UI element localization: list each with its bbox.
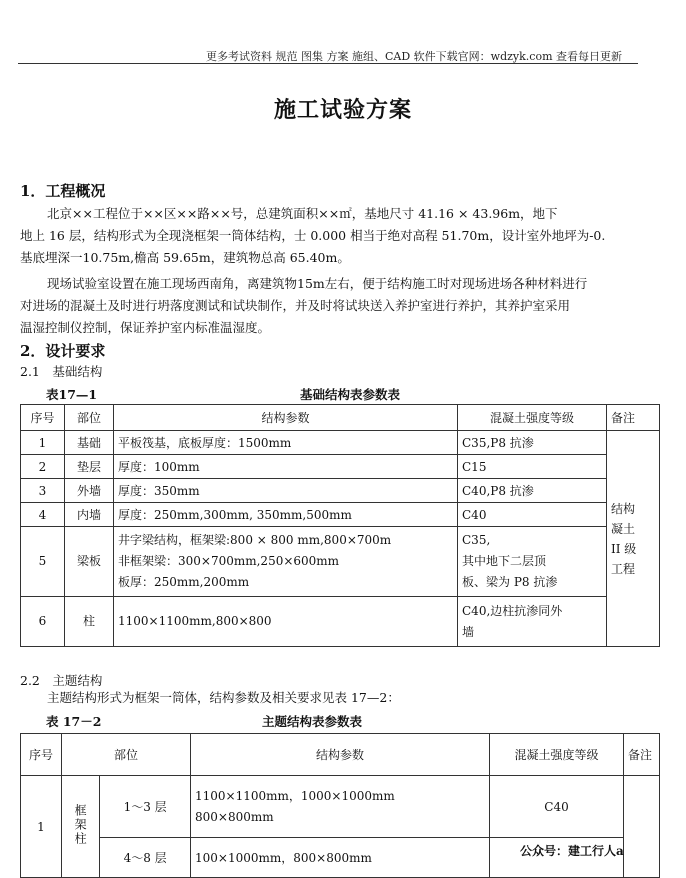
section1-heading: 1．工程概况 xyxy=(20,182,106,200)
table1-cell-grade xyxy=(458,597,607,647)
remark-line: 工程 xyxy=(611,561,636,576)
section1-para1-line1: 北京××工程位于××区××路××号，总建筑面积××㎡，基地尺寸 41.16 × 43.96m，地下 xyxy=(47,206,558,221)
table1-cell-params: 1100×1100mm,800×800 xyxy=(114,597,458,647)
section1-para1-line3: 基底埋深一10.75m,檐高 59.65m，建筑物总高 65.40m。 xyxy=(20,250,350,265)
table1-header-row xyxy=(21,405,660,431)
params-line: 井字梁结构，框架梁:800 × 800 mm,800×700m xyxy=(118,533,392,547)
table1-cell-grade: C40 xyxy=(458,503,607,527)
table1-header-no: 序号 xyxy=(21,405,65,431)
params-line: 1100×1100mm，1000×1000mm xyxy=(195,788,395,803)
remark-line: 凝土 xyxy=(611,521,636,536)
section1-para2-line3: 温湿控制仪控制，保证养护室内标准温湿度。 xyxy=(20,320,271,335)
table1-cell-params xyxy=(114,527,458,597)
page-header xyxy=(0,0,638,64)
section2-sub2: 2.2 主题结构 xyxy=(20,673,103,688)
header-rule xyxy=(18,63,638,64)
table2-cell-part xyxy=(62,776,100,878)
table1-caption: 基础结构表参数表 xyxy=(300,387,401,402)
table2-cell-grade: C40 xyxy=(490,776,624,838)
table1-cell-no: 2 xyxy=(21,455,65,479)
section2-sub1: 2.1 基础结构 xyxy=(20,364,103,379)
document-title: 施工试验方案 xyxy=(273,97,412,123)
table2-header-remark: 备注 xyxy=(624,734,660,776)
table-row xyxy=(21,431,660,455)
table1-label: 表17—1 xyxy=(46,387,98,402)
table2-part-label: 框架柱 xyxy=(73,804,88,846)
table1-cell-part: 梁板 xyxy=(65,527,114,597)
table1-cell-grade xyxy=(458,527,607,597)
table2-cell-floors: 4～8 层 xyxy=(100,838,191,878)
table1-cell-grade: C15 xyxy=(458,455,607,479)
table1-cell-no: 1 xyxy=(21,431,65,455)
table1-cell-no: 4 xyxy=(21,503,65,527)
table2-cell-params xyxy=(191,776,490,838)
table1 xyxy=(20,404,660,647)
table2-header-params: 结构参数 xyxy=(191,734,490,776)
params-line: 800×800mm xyxy=(195,809,274,824)
section2-heading: 2．设计要求 xyxy=(20,342,106,360)
table1-cell-params: 厚度：100mm xyxy=(114,455,458,479)
grade-line: 其中地下二层顶 xyxy=(462,554,547,568)
grade-line: C35, xyxy=(462,533,491,547)
table-row xyxy=(21,455,660,479)
table-row xyxy=(21,776,660,838)
table1-cell-grade: C35,P8 抗渗 xyxy=(458,431,607,455)
table1-cell-part: 外墙 xyxy=(65,479,114,503)
table2-cell-params: 100×1000mm，800×800mm xyxy=(191,838,490,878)
params-line: 板厚：250mm,200mm xyxy=(118,575,250,589)
table2-header-grade: 混凝土强度等级 xyxy=(490,734,624,776)
table1-header-part: 部位 xyxy=(65,405,114,431)
remark-line: II 级 xyxy=(611,541,637,556)
table-row xyxy=(21,503,660,527)
table1-header-params: 结构参数 xyxy=(114,405,458,431)
table2-header-row xyxy=(21,734,660,776)
table1-cell-params: 平板筏基，底板厚度：1500mm xyxy=(114,431,458,455)
table1-cell-part: 内墙 xyxy=(65,503,114,527)
table2-cell-no: 1 xyxy=(21,776,62,878)
table2-header-no: 序号 xyxy=(21,734,62,776)
table1-cell-grade: C40,P8 抗渗 xyxy=(458,479,607,503)
params-line: 非框架梁：300×700mm,250×600mm xyxy=(118,554,340,568)
header-text: 更多考试资料 规范 图集 方案 施组、CAD 软件下载官网：wdzyk.com 查看每日更新 xyxy=(206,50,622,63)
table1-header-remark: 备注 xyxy=(607,405,660,431)
section1-para1-line2: 地上 16 层，结构形式为全现浇框架一筒体结构，士 0.000 相当于绝对高程 51.70m，设计室外地坪为-0. xyxy=(20,228,606,243)
table-row xyxy=(21,479,660,503)
table1-cell-no: 3 xyxy=(21,479,65,503)
table1-cell-no: 5 xyxy=(21,527,65,597)
grade-line: C40,边柱抗渗同外 xyxy=(462,603,563,618)
table1-cell-remark xyxy=(607,431,660,647)
table1-cell-part: 垫层 xyxy=(65,455,114,479)
table1-cell-params: 厚度：250mm,300mm, 350mm,500mm xyxy=(114,503,458,527)
grade-line: 墙 xyxy=(462,624,475,639)
table1-cell-no: 6 xyxy=(21,597,65,647)
section2-sub2-para: 主题结构形式为框架一筒体，结构参数及相关要求见表 17—2： xyxy=(47,690,400,705)
table1-header-grade: 混凝土强度等级 xyxy=(458,405,607,431)
table2-header-part: 部位 xyxy=(62,734,191,776)
remark-line: 结构 xyxy=(611,501,636,516)
section1-para2-line1: 现场试验室设置在施工现场西南角，离建筑物15m左右，便于结构施工时对现场进场各种材料进行 xyxy=(47,276,588,291)
table2-cell-remark xyxy=(624,776,660,878)
table1-cell-part: 基础 xyxy=(65,431,114,455)
grade-line: 板、梁为 P8 抗渗 xyxy=(462,575,558,589)
table2-cell-floors: 1～3 层 xyxy=(100,776,191,838)
table2-label: 表 17－2 xyxy=(46,714,102,729)
table-row xyxy=(21,597,660,647)
table1-cell-params: 厚度：350mm xyxy=(114,479,458,503)
table1-cell-part: 柱 xyxy=(65,597,114,647)
table2-caption: 主题结构表参数表 xyxy=(262,714,363,729)
watermark-stamp: 公众号：建工行人a xyxy=(520,844,624,858)
section1-para2-line2: 对进场的混凝土及时进行坍落度测试和试块制作，并及时将试块送入养护室进行养护，其养护室采用 xyxy=(20,298,571,313)
table-row xyxy=(21,527,660,597)
